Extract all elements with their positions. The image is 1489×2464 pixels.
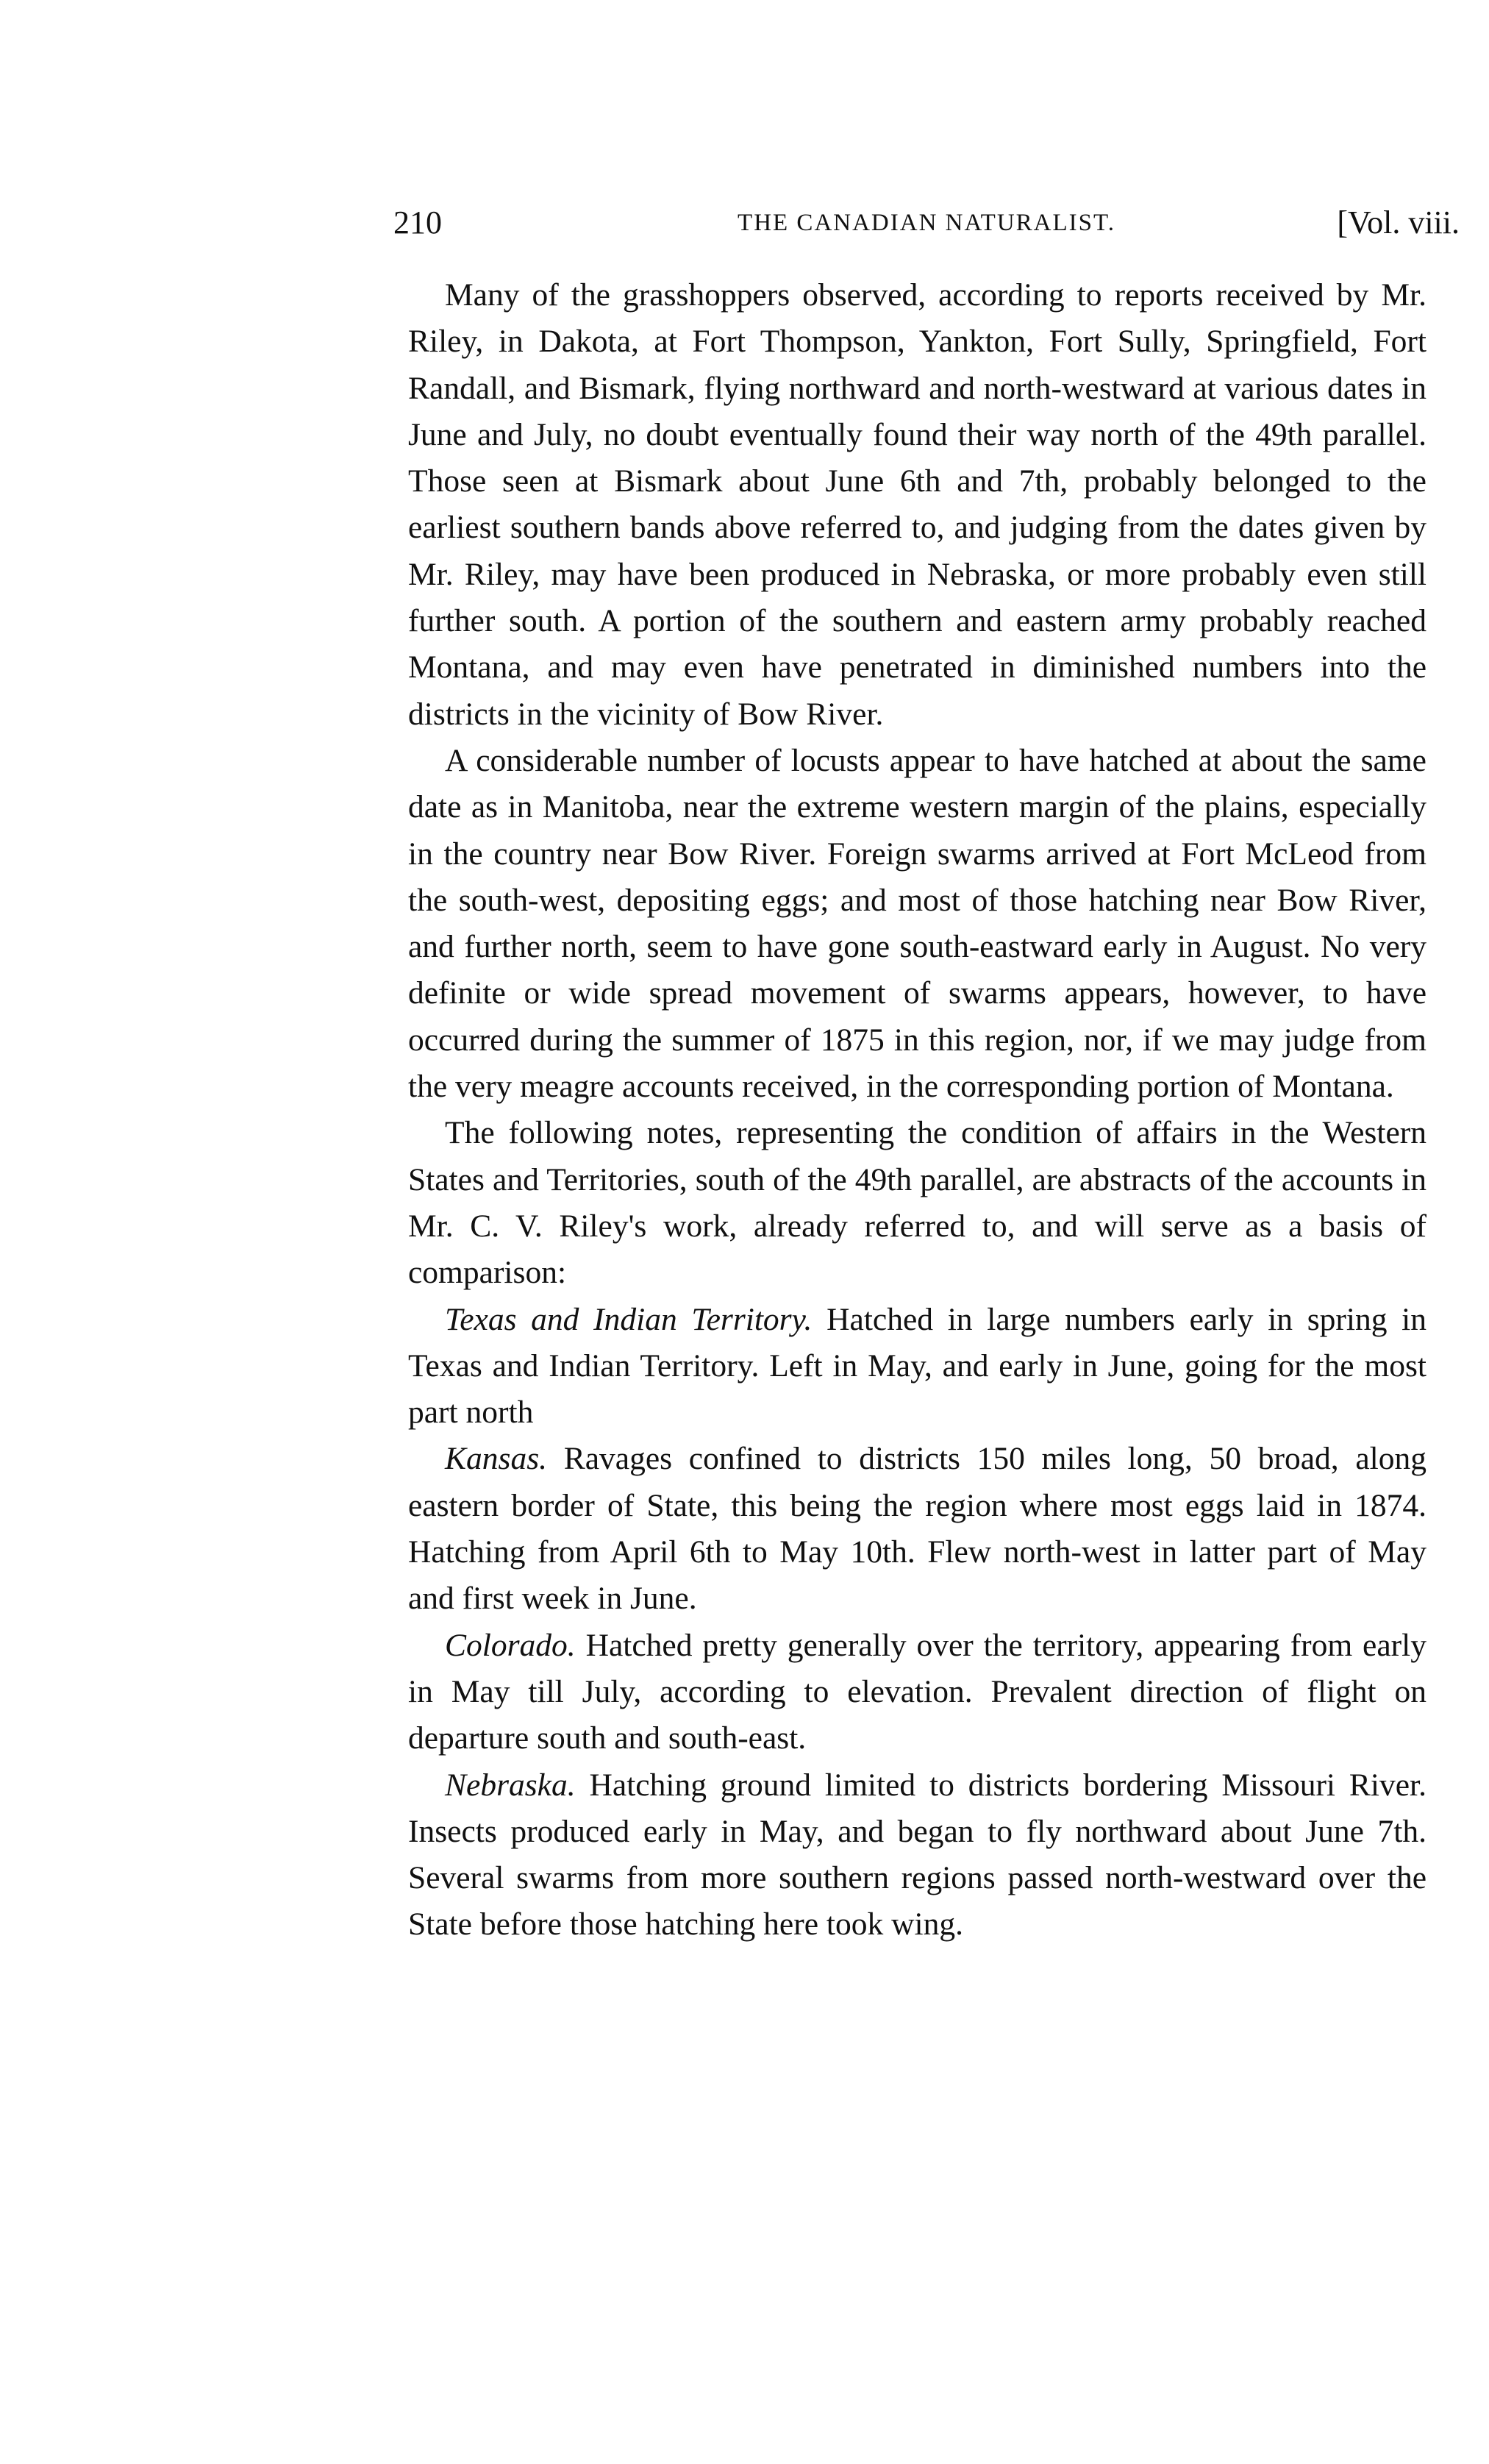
volume-label: [Vol. viii. [1337,204,1460,241]
paragraph-dakota-swarms: Many of the grasshoppers observed, according to reports received by Mr. Riley, in Dakota, at Fort Thompson, Yankton, Fort Sully, Springfield, Fort Randall, and Bismark, flying northward and north-westward at various dates in June and July, no doubt eventually found their way north of the 49th parallel. Those seen at Bismark about June 6th and 7th, probably belonged to the earliest southern bands above referred to, and judging from the dates given by Mr. Riley, may have been produced in Nebraska, or more probably even still further south. A portion of the southern and eastern army probably reached Montana, and may even have penetrated in diminished numbers into the districts in the vicinity of Bow River. [408,277,1426,732]
region-note-colorado [408,1623,1426,1762]
region-note-kansas [408,1436,1426,1622]
paragraph-following-notes: The following notes, representing the condition of affairs in the Western States and Territories, south of the 49th parallel, are abstracts of the accounts in Mr. C. V. Riley's work, already referred to, and will serve as a basis of comparison: [408,1115,1426,1291]
region-text-colorado: Hatched pretty generally over the territory, appearing from early in May till July, according to elevation. Prevalent direction of flight on departure south and south-east. [408,1627,1426,1756]
page-number: 210 [393,204,442,241]
body-text [408,272,1426,1948]
region-name-kansas: Kansas. [445,1441,547,1477]
paragraph-bow-river-locusts: A considerable number of locusts appear to have hatched at about the same date as in Manitoba, near the extreme western margin of the plains, especially in the country near Bow River. Foreign swarms arrived at Fort McLeod from the south-west, depositing eggs; and most of those hatching near Bow River, and further north, seem to have gone south-eastward early in August. No very definite or wide spread movement of swarms appears, however, to have occurred during the summer of 1875 in this region, nor, if we may judge from the very meagre accounts received, in the corresponding portion of Montana. [408,742,1426,1105]
region-name-colorado: Colorado. [445,1627,576,1663]
region-text-nebraska: Hatching ground limited to districts bordering Missouri River. Insects produced early in May, and began to fly northward about June 7th. Several swarms from more southern regions passed north-westward over the State before those hatching here took wing. [408,1767,1426,1943]
region-note-texas [408,1297,1426,1436]
region-note-nebraska [408,1762,1426,1948]
region-name-nebraska: Nebraska. [445,1767,576,1803]
journal-title: THE CANADIAN NATURALIST. [738,210,1115,236]
running-head [393,197,1460,249]
region-name-texas: Texas and Indian Territory. [445,1301,813,1337]
region-text-texas: Hatched in large numbers early in spring in Texas and Indian Territory. Left in May, and early in June, going for the most part north [408,1301,1427,1431]
region-text-kansas: Ravages confined to districts 150 miles long, 50 broad, along eastern border of State, this being the region where most eggs laid in 1874. Hatching from April 6th to May 10th. Flew north-west in latter part of May and first week in June. [408,1441,1426,1617]
